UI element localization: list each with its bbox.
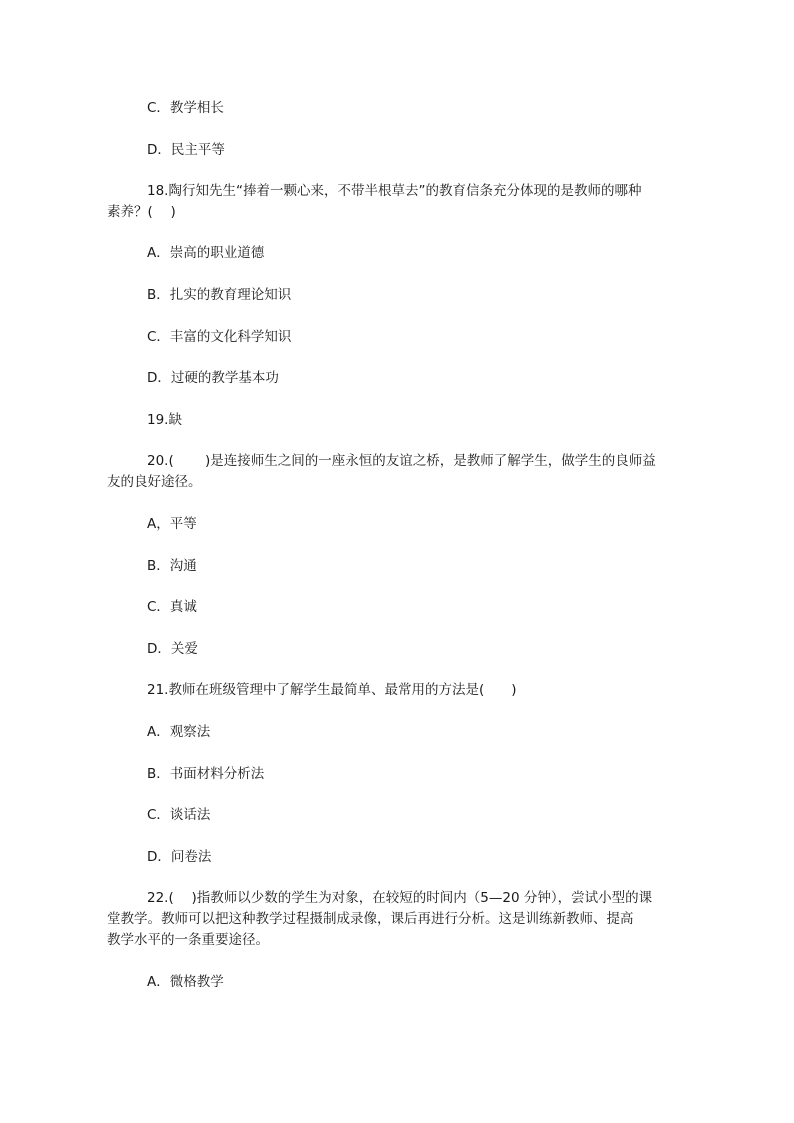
question-21: 21.教师在班级管理中了解学生最简单、最常用的方法是( ) xyxy=(147,682,517,698)
option-d-17: D．民主平等 xyxy=(147,142,225,158)
option-b-20: B．沟通 xyxy=(147,558,197,574)
question-20-line-1: 20.( )是连接师生之间的一座永恒的友谊之桥，是教师了解学生，做学生的良师益 xyxy=(147,453,656,469)
question-18-line-1: 18.陶行知先生“捧着一颗心来，不带半根草去”的教育信条充分体现的是教师的哪种 xyxy=(147,183,642,199)
option-a-21: A．观察法 xyxy=(147,724,211,740)
option-a-22: A．微格教学 xyxy=(147,974,224,990)
option-d-18: D．过硬的教学基本功 xyxy=(147,370,279,386)
option-c-18: C．丰富的文化科学知识 xyxy=(147,329,292,345)
option-d-20: D．关爱 xyxy=(147,641,198,657)
question-18-line-2: 素养？( ) xyxy=(107,204,176,220)
option-c-21: C．谈话法 xyxy=(147,807,211,823)
question-19: 19.缺 xyxy=(147,412,182,428)
option-c-20: C．真诚 xyxy=(147,599,197,615)
option-b-18: B．扎实的教育理论知识 xyxy=(147,287,292,303)
option-b-21: B．书面材料分析法 xyxy=(147,766,265,782)
question-20-line-2: 友的良好途径。 xyxy=(107,474,202,490)
option-d-21: D．问卷法 xyxy=(147,849,212,865)
option-a-20: A，平等 xyxy=(147,516,197,532)
question-22-line-3: 教学水平的一条重要途径。 xyxy=(107,932,269,948)
question-22-line-1: 22.( )指教师以少数的学生为对象，在较短的时间内（5—20 分钟），尝试小型的课 xyxy=(147,890,653,906)
option-a-18: A．崇高的职业道德 xyxy=(147,245,265,261)
option-c-17: C．教学相长 xyxy=(147,100,224,116)
question-22-line-2: 堂教学。教师可以把这种教学过程摄制成录像，课后再进行分析。这是训练新教师、提高 xyxy=(107,911,634,927)
